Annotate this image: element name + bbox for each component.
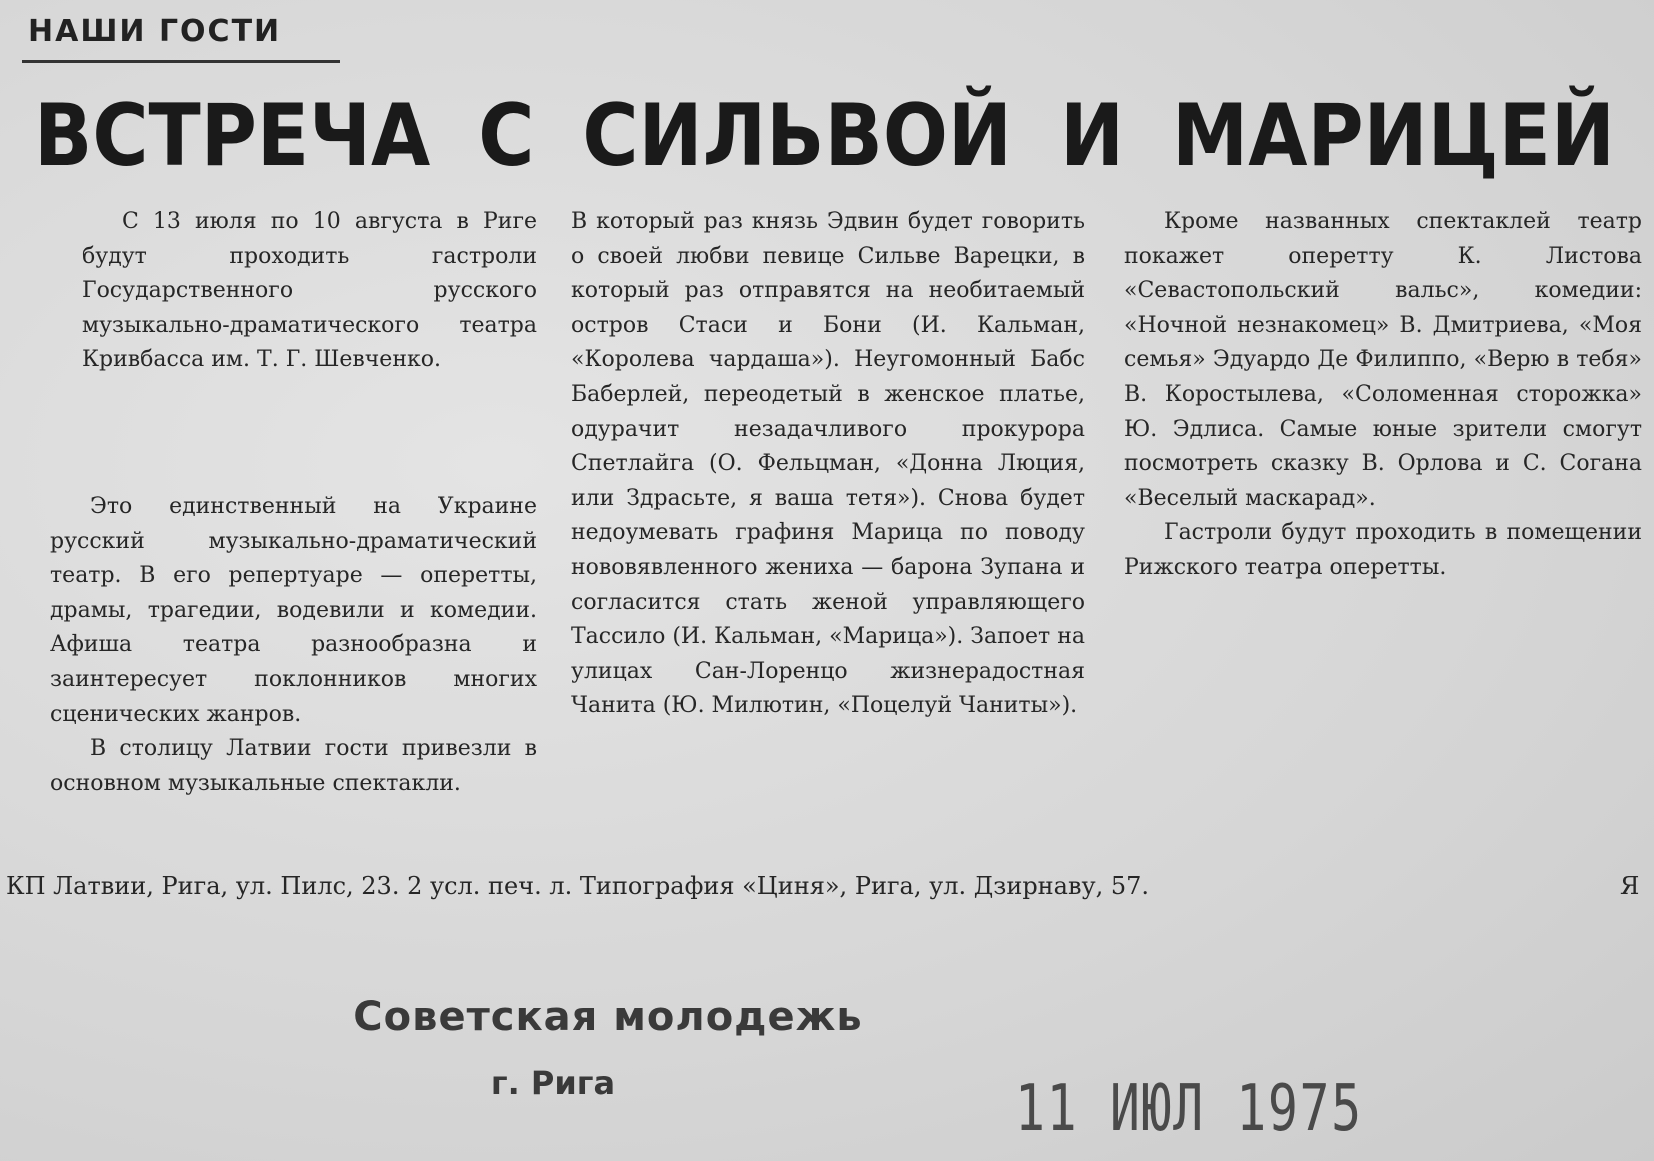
lead-paragraph: С 13 июля по 10 августа в Риге будут проходить гастроли Государственного русского музыкально-драматического театра Кривбасса им. Т. Г. Шевченко. [82,209,537,373]
city-stamp: г. Рига [490,1064,616,1102]
article-column-2 [571,205,1085,724]
article-column-3 [1124,205,1642,586]
paragraph-venue: Гастроли будут проходить в помещении Рижского театра оперетты. [1124,520,1642,580]
rubric-label: НАШИ ГОСТИ [28,14,282,49]
date-stamp: 11 ИЮЛ 1975 [1015,1072,1363,1146]
imprint-tail: Я [1620,872,1640,900]
paragraph-other-shows: Кроме названных спектаклей театр покажет оперетту К. Листова «Севастопольский вальс», комедии: «Ночной незнакомец» В. Дмитриева, «Моя семья» Эдуардо Де Филиппо, «Верю в тебя» В. Коростылева, «Соломенная сторожка» Ю. Эдлиса. Самые юные зрители смогут посмотреть сказку В. Орлова и С. Согана «Веселый маскарад». [1124,209,1642,511]
newspaper-source-stamp: Советская молодежь [353,994,863,1040]
paragraph-performances: В который раз князь Эдвин будет говорить о своей любви певице Сильве Варецки, в который раз отправятся на необитаемый остров Стаси и Бони (И. Кальман, «Королева чардаша»). Неугомонный Бабс Баберлей, переодетый в женское платье, одурачит незадачливого прокурора Спетлайга (О. Фельцман, «Донна Люция, или Здрасьте, я ваша тетя»). Снова будет недоумевать графиня Марица по поводу нововявленного жениха — барона Зупана и согласится стать женой управляющего Тассило (И. Кальман, «Марица»). Запоет на улицах Сан-Лоренцо жизнерадостная Чанита (Ю. Милютин, «Поцелуй Чаниты»). [571,209,1085,719]
rubric-underline [22,60,340,63]
paragraph-repertoire-intro: В столицу Латвии гости привезли в основном музыкальные спектакли. [50,736,537,796]
article-column-1 [50,490,537,801]
paragraph-theatre-description: Это единственный на Украине русский музыкально-драматический театр. В его репертуаре — оперетты, драмы, трагедии, водевили и комедии. Афиша театра разнообразна и заинтересует поклонников многих сценических жанров. [50,494,537,727]
printer-imprint: КП Латвии, Рига, ул. Пилс, 23. 2 усл. печ. л. Типография «Циня», Рига, ул. Дзирнаву, 57. [6,872,1150,900]
article-headline: ВСТРЕЧА С СИЛЬВОЙ И МАРИЦЕЙ [34,86,1615,186]
article-lead [82,205,537,378]
